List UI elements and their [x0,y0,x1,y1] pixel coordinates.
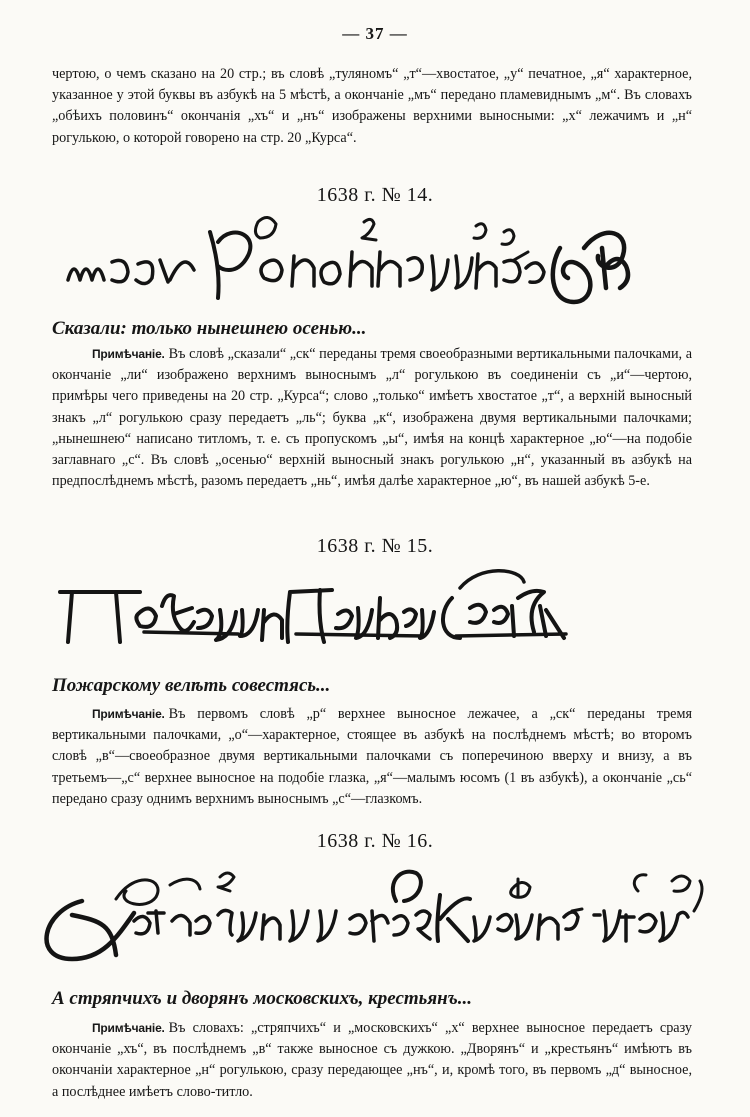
section-heading-16: 1638 г. № 16. [316,830,434,852]
note-label-16: Примѣчаніе. [92,1021,165,1035]
transcription-16: А стряпчихъ и дворянъ московскихъ, крестьянъ... [52,988,472,1009]
note-label-14: Примѣчаніе. [92,347,165,361]
note-text-14: Въ словѣ „сказали“ „ск“ переданы тремя своеобразными вертикальными палочками, а окончаніе „ли“ изображено верхнимъ выноснымъ „л“ рогулькою въ соединеніи съ „и“—чертою, примѣры чего приведены на 20 стр. „Курса“; слово „только“ имѣетъ хвостатое „т“, а верхній выносный знакъ „л“ рогулькою сразу передаетъ „ль“; буква „к“, изображена двумя вертикальными палочками; „нынешнею“ написано титломъ, т. е. съ пропускомъ „ы“, имѣя на концѣ характерное „ю“—на подобіе заглавнаго „с“. Въ словѣ „осенью“ верхній выносный знакъ рогулькою „н“, указанный въ азбукѣ на предпослѣднемъ мѣстѣ, разомъ передаетъ „нь“, имѣя далѣе характерное „ю“, въ нашей азбукѣ 5-е. [52,346,692,490]
transcription-15: Пожарскому велѣть совестясь... [52,675,331,696]
section-heading-15: 1638 г. № 15. [316,535,434,557]
page-number: — 37 — [342,24,408,43]
note-label-15: Примѣчаніе. [92,707,165,721]
transcription-14: Сказали: только нынешнею осенью... [52,318,367,339]
note-text-15: Въ первомъ словѣ „р“ верхнее выносное лежачее, а „ск“ переданы тремя вертикальными палочками, „о“—характерное, стоящее въ азбукѣ на послѣднемъ мѣстѣ; во второмъ словѣ „в“—своеобразное двумя вертикальными палочками съ поперечиною вверху и внизу, а въ третьемъ—„с“ верхнее выносное на подобіе глазка, „я“—малымъ юсомъ (1 въ азбукѣ), а окончаніе „сь“ передано сразу однимъ верхнимъ выноснымъ „с“—глазкомъ. [52,706,692,807]
note-text-16: Въ словахъ: „стряпчихъ“ и „московскихъ“ „х“ верхнее выносное передаетъ сразу окончаніе „хъ“, въ послѣднемъ „в“ также выносное съ дужкою. „Дворянъ“ и „крестьянъ“ имѣютъ въ окончаніи характерное „н“ рогулькою, сразу передающее „нъ“, и, кромѣ того, въ первомъ „д“ выносное, а послѣднее имѣетъ слово-титло. [52,1020,692,1100]
note-14 [52,344,692,492]
section-heading-14: 1638 г. № 14. [316,184,434,206]
handwritten-sample-16 [20,855,740,981]
intro-text: чертою, о чемъ сказано на 20 стр.; въ словѣ „туляномъ“ „т“—хвостатое, „у“ печатное, „я“ характерное, указанное у этой буквы въ азбукѣ на 5 мѣстѣ, а окончаніе „мъ“ передано пламевиднымъ „м“. Въ словахъ „обѣихъ половинъ“ окончанія „хъ“ и „нъ“ изображены верхними выносными: „х“ лежачимъ и „н“ рогулькою, о которой говорено на стр. 20 „Курса“. [52,66,692,146]
note-15 [52,704,692,810]
handwritten-sample-15 [20,562,740,658]
note-16 [52,1018,692,1103]
handwritten-sample-14 [20,208,740,314]
intro-paragraph [52,64,692,149]
